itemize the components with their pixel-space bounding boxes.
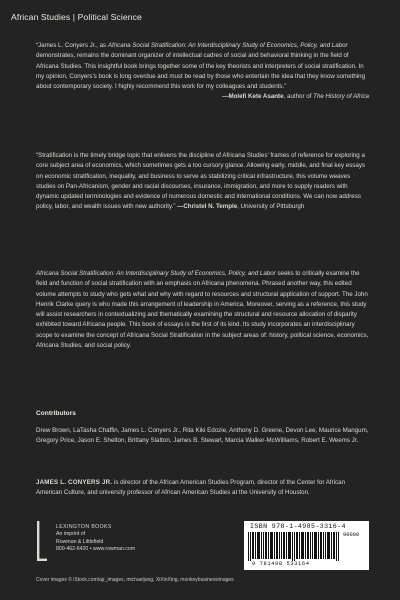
contributors-heading: Contributors bbox=[36, 410, 76, 417]
endorsement-temple bbox=[36, 151, 369, 213]
contributors-list: Drew Brown, LaTasha Chaffin, James L. Conyers Jr., Rita Kiki Edozie, Anthony D. Greene, Devon Lee, Maurice Mangum, Gregory Price, Jason E. Shelton, Brittany Slatton, James B. Stewart, Marcia Walker-McWilliams, Robert E. Weems Jr. bbox=[36, 427, 369, 445]
isbn-number: ISBN 978-1-4985-3316-4 bbox=[250, 523, 346, 530]
author-bio: JAMES L. CONYERS JR. is director of the African American Studies Program, director of the Center for African American Culture, and university professor of African American Studies at the University of Houston. bbox=[36, 479, 346, 497]
publisher-info: LEXINGTON BOOKS An imprint of Rowman & Littlefield 800-462-6420 • www.rowman.com bbox=[56, 524, 136, 553]
endorsement-temple-text: “Stratification is the timely bridge topic that enlivens the discipline of Africana Studies’ frames of reference for exploring a core subject area of economics, which sometimes gets a too cursory glance. Allowing early, middle, and final key essays on economic stratification, inequality, and business to serve as stabilizing critical infrastructure, this volume weaves studies on Pan-Africanism, gender and racial discourses, insurance, immigration, and more to supply readers with dynamic updated terminologies and evidence of numerous domestic and international conditions. We can now address policy, labor, and wealth issues with new authority.” —Christel N. Temple, University of Pittsburgh bbox=[36, 152, 366, 211]
endorsement-asante-attribution: —Molefi Kete Asante, author of The History of Africa bbox=[222, 93, 369, 101]
endorsement-asante bbox=[36, 41, 369, 103]
endorsement-temple-attribution: —Christel N. Temple bbox=[177, 203, 238, 211]
lexington-logo-icon bbox=[36, 521, 48, 563]
category-label: African Studies | Political Science bbox=[11, 12, 142, 22]
publisher-contact: 800-462-6420 • www.rowman.com bbox=[56, 546, 136, 553]
cover-image-credit: Cover images © iStock.com/ajr_images, michaeljung, XiXinXing, monkeybusinessimages bbox=[36, 577, 234, 583]
barcode-bars bbox=[248, 532, 340, 561]
author-name: JAMES L. CONYERS JR. bbox=[36, 479, 113, 486]
book-title: Africana Social Stratification: An Interdisciplinary Study of Economics, Policy, and Labor bbox=[36, 270, 276, 277]
isbn-barcode bbox=[244, 521, 369, 570]
book-title-reference: Africana Social Stratification: An Interdisciplinary Study of Economics, Policy, and Labor bbox=[107, 42, 348, 49]
price-code: 90000 bbox=[343, 532, 360, 538]
endorsement-asante-text: “James L. Conyers Jr., as Africana Social Stratification: An Interdisciplinary Study of Economics, Policy, and Labor demonstrates, remains the dominant organizer of intellectual cadres of social and behavioral thinking in the field of Africana Studies. This insightful book brings together some of the key theorists and interpreters of social stratification. In my opinion, Conyers’s book is long overdue and must be read by those who entertain the idea that they know something about contemporary society. I highly recommend this work for my colleagues and students.” bbox=[36, 42, 366, 91]
book-description: Africana Social Stratification: An Interdisciplinary Study of Economics, Policy, and Labor seeks to critically examine the field and function of social stratification with an emphasis on Africana phenomena. Phrased another way, this edited volume attempts to study who gets what and why with regard to resources and structural application of support. The John Henrik Clarke query is who made this arrangement of leadership in America. Moreover, serving as a reference, this study will assist researchers in contextualizing and thematically examining the structural and resource allocation of disparity exhibited toward Africana people. This book of essays is the first of its kind. Its study incorporates an interdisciplinary scope to examine the concept of Africana Social Stratification in the subject areas of: history, political science, economics, Africana Studies, and social policy. bbox=[36, 270, 369, 350]
ean-digits: 9 781498 533164 bbox=[252, 561, 310, 567]
publisher-name: LEXINGTON BOOKS bbox=[56, 524, 112, 530]
